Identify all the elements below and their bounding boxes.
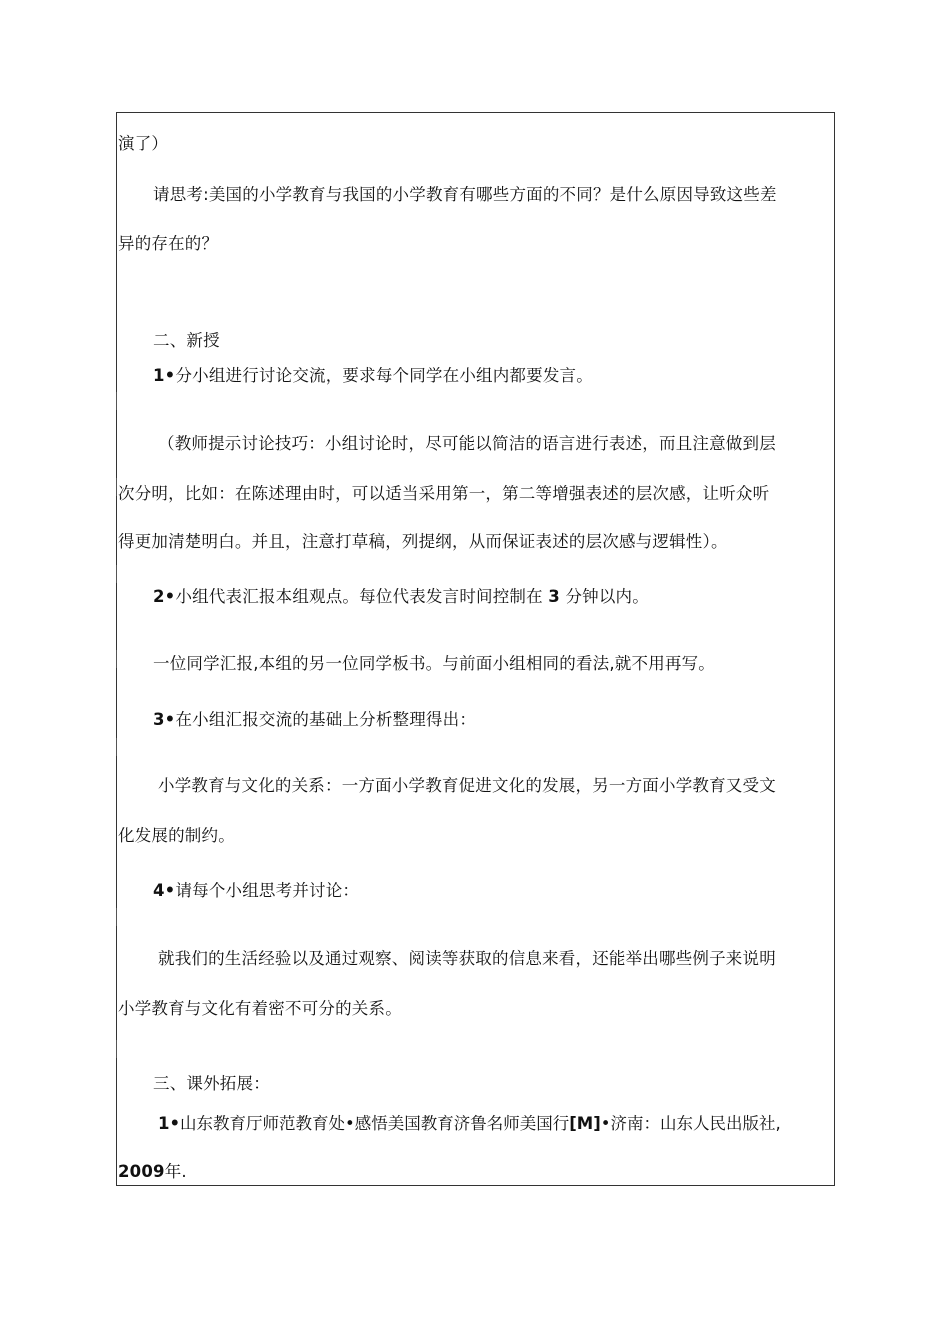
list-item bbox=[153, 879, 830, 903]
text-line: 次分明，比如：在陈述理由时，可以适当采用第一，第二等增强表述的层次感，让听众听 bbox=[118, 484, 770, 503]
section-heading: 三、课外拓展： bbox=[153, 1074, 270, 1093]
item-number: 4• bbox=[153, 881, 176, 900]
item-number: 2• bbox=[153, 587, 176, 606]
cell-border-tick bbox=[116, 1040, 117, 1058]
item-text: 在小组汇报交流的基础上分析整理得出： bbox=[175, 710, 477, 729]
list-item bbox=[153, 708, 830, 732]
text-line: 小学教育与文化有着密不可分的关系。 bbox=[118, 999, 402, 1018]
item-text: 分钟以内。 bbox=[565, 587, 649, 606]
text-line: 一位同学汇报,本组的另一位同学板书。与前面小组相同的看法,就不用再写。 bbox=[153, 654, 715, 673]
item-number: 3• bbox=[153, 710, 176, 729]
text-line: 小学教育与文化的关系：一方面小学教育促进文化的发展，另一方面小学教育又受文 bbox=[158, 776, 776, 795]
item-number: 1• bbox=[153, 366, 176, 385]
cell-border-tick bbox=[116, 478, 117, 496]
cell-border-tick bbox=[116, 392, 117, 410]
reference-year: 2009 bbox=[118, 1162, 165, 1181]
item-text: 分小组进行讨论交流，要求每个同学在小组内都要发言。 bbox=[175, 366, 593, 385]
text-line: 化发展的制约。 bbox=[118, 826, 235, 845]
cell-border-tick bbox=[116, 565, 117, 583]
reference-item bbox=[158, 1112, 830, 1136]
cell-border-tick bbox=[116, 650, 117, 668]
item-number: 1• bbox=[158, 1114, 181, 1133]
reference-type: [M] bbox=[569, 1114, 601, 1133]
text-line: 得更加清楚明白。并且，注意打草稿，列提纲，从而保证表述的层次感与逻辑性）。 bbox=[118, 532, 728, 551]
minutes-number: 3 bbox=[548, 587, 560, 606]
year-suffix: 年. bbox=[164, 1162, 187, 1181]
item-text: 小组代表汇报本组观点。每位代表发言时间控制在 bbox=[175, 587, 543, 606]
text-line: 演了） bbox=[118, 134, 169, 153]
text-line: （教师提示讨论技巧：小组讨论时，尽可能以简洁的语言进行表述，而且注意做到层 bbox=[158, 434, 776, 453]
reference-publisher: •济南：山东人民出版社, bbox=[600, 1114, 781, 1133]
text-line: 就我们的生活经验以及通过观察、阅读等获取的信息来看，还能举出哪些例子来说明 bbox=[158, 949, 776, 968]
cell-border-tick bbox=[116, 738, 117, 756]
list-item bbox=[153, 585, 830, 609]
table-cell-frame bbox=[116, 112, 835, 1186]
reference-year-line bbox=[118, 1160, 830, 1184]
item-text: 请每个小组思考并讨论： bbox=[175, 881, 360, 900]
reference-text: 山东教育厅师范教育处•感悟美国教育济鲁名师美国行 bbox=[180, 1114, 570, 1133]
cell-border-tick bbox=[116, 908, 117, 926]
text-line: 请思考:美国的小学教育与我国的小学教育有哪些方面的不同？是什么原因导致这些差 bbox=[153, 185, 777, 204]
section-heading: 二、新授 bbox=[153, 331, 220, 350]
text-line: 异的存在的？ bbox=[118, 234, 219, 253]
list-item bbox=[153, 364, 830, 388]
